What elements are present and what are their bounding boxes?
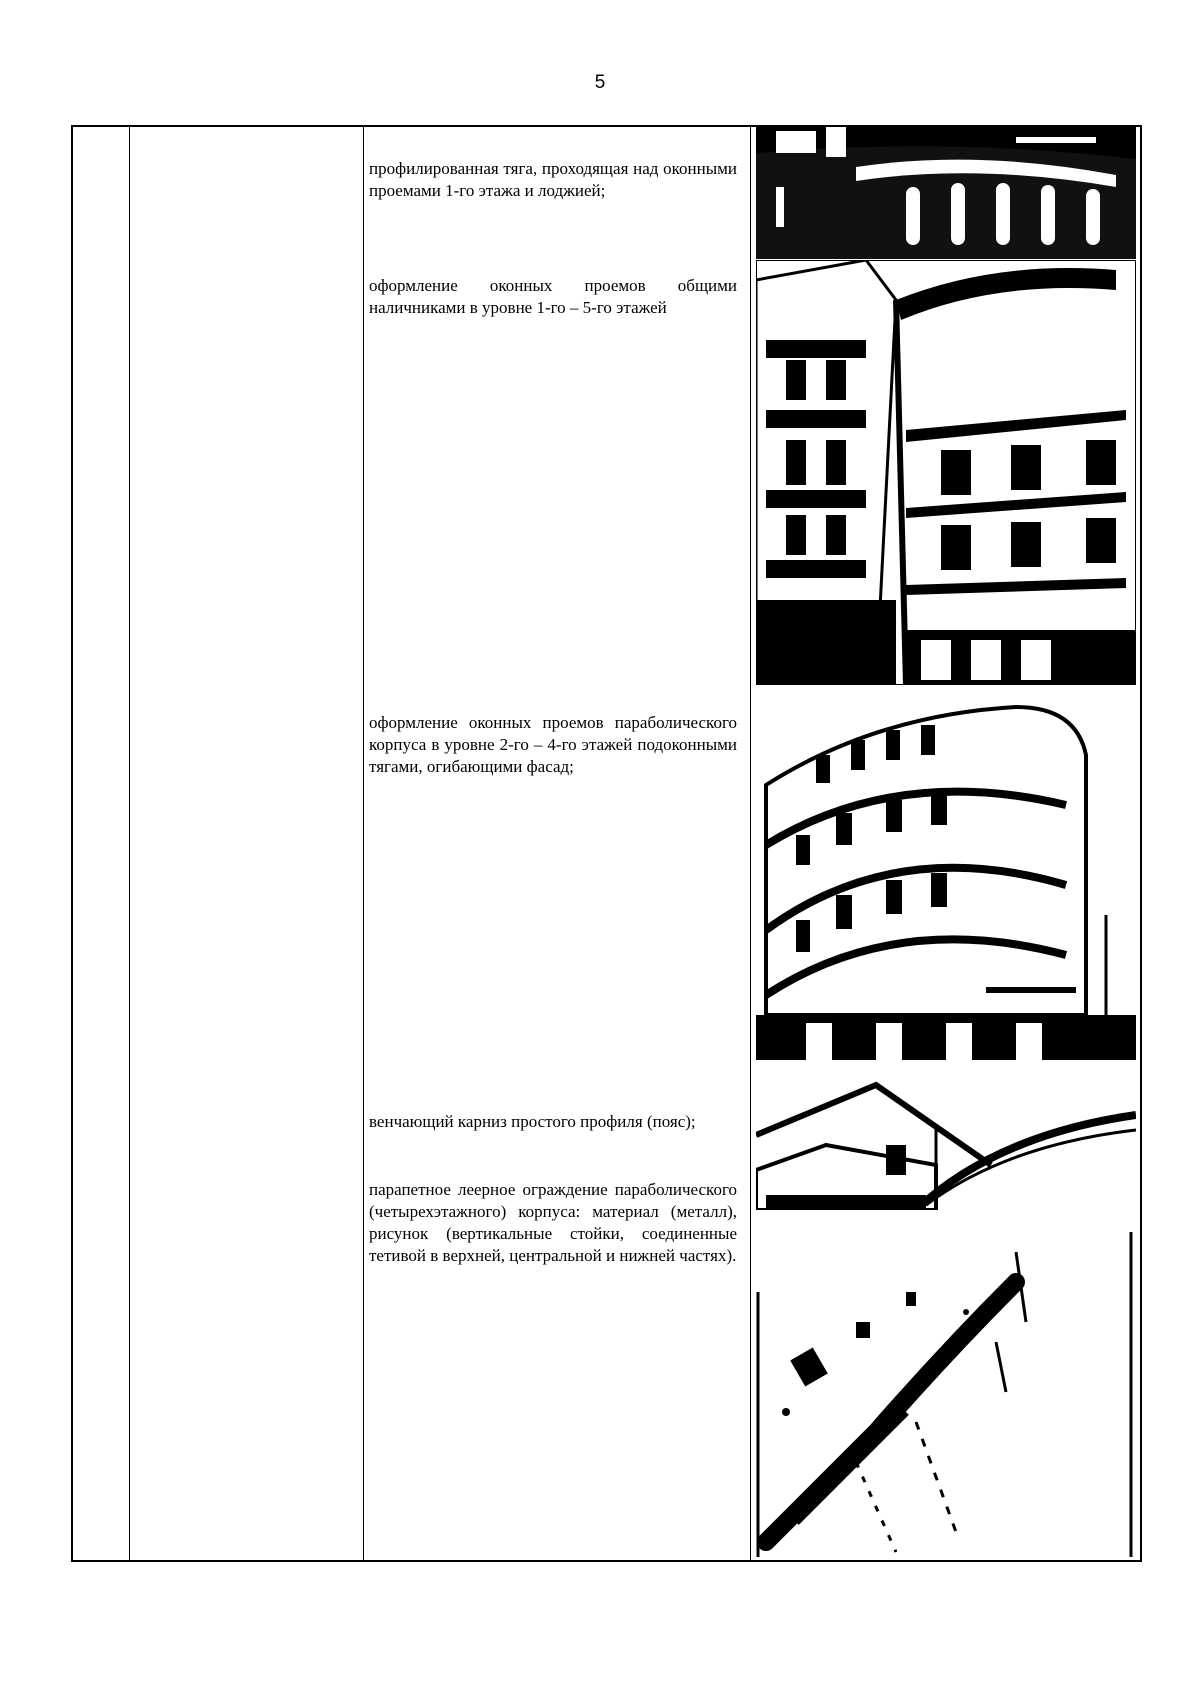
curved-building-photo xyxy=(756,695,1136,1060)
row-text-ograzhdenie: парапетное леерное ограждение параболического (четырехэтажного) корпуса: материал (металл), рисунок (вертикальные стойки, соединенные тетивой в верхней, центральной и нижней частях). xyxy=(369,1180,737,1265)
building-facade-photo xyxy=(756,260,1136,685)
page-number: 5 xyxy=(594,72,606,93)
row-text-podokonnye: оформление оконных проемов параболического корпуса в уровне 2-го – 4-го этажей подоконными тягами, огибающими фасад; xyxy=(369,713,737,776)
row-text-karniz: венчающий карниз простого профиля (пояс); xyxy=(369,1112,696,1131)
building-ground-floor-photo xyxy=(756,127,1136,259)
row-text-tyaga: профилированная тяга, проходящая над оконными проемами 1-го этажа и лоджией; xyxy=(369,159,737,200)
column-divider-2 xyxy=(363,127,364,1560)
row-text-nalichniki: оформление оконных проемов общими наличниками в уровне 1-го – 5-го этажей xyxy=(369,276,737,317)
column-divider-3 xyxy=(750,127,751,1560)
parapet-railing-photo xyxy=(756,1232,1136,1557)
column-divider-1 xyxy=(129,127,130,1560)
cornice-photo xyxy=(756,1075,1136,1210)
